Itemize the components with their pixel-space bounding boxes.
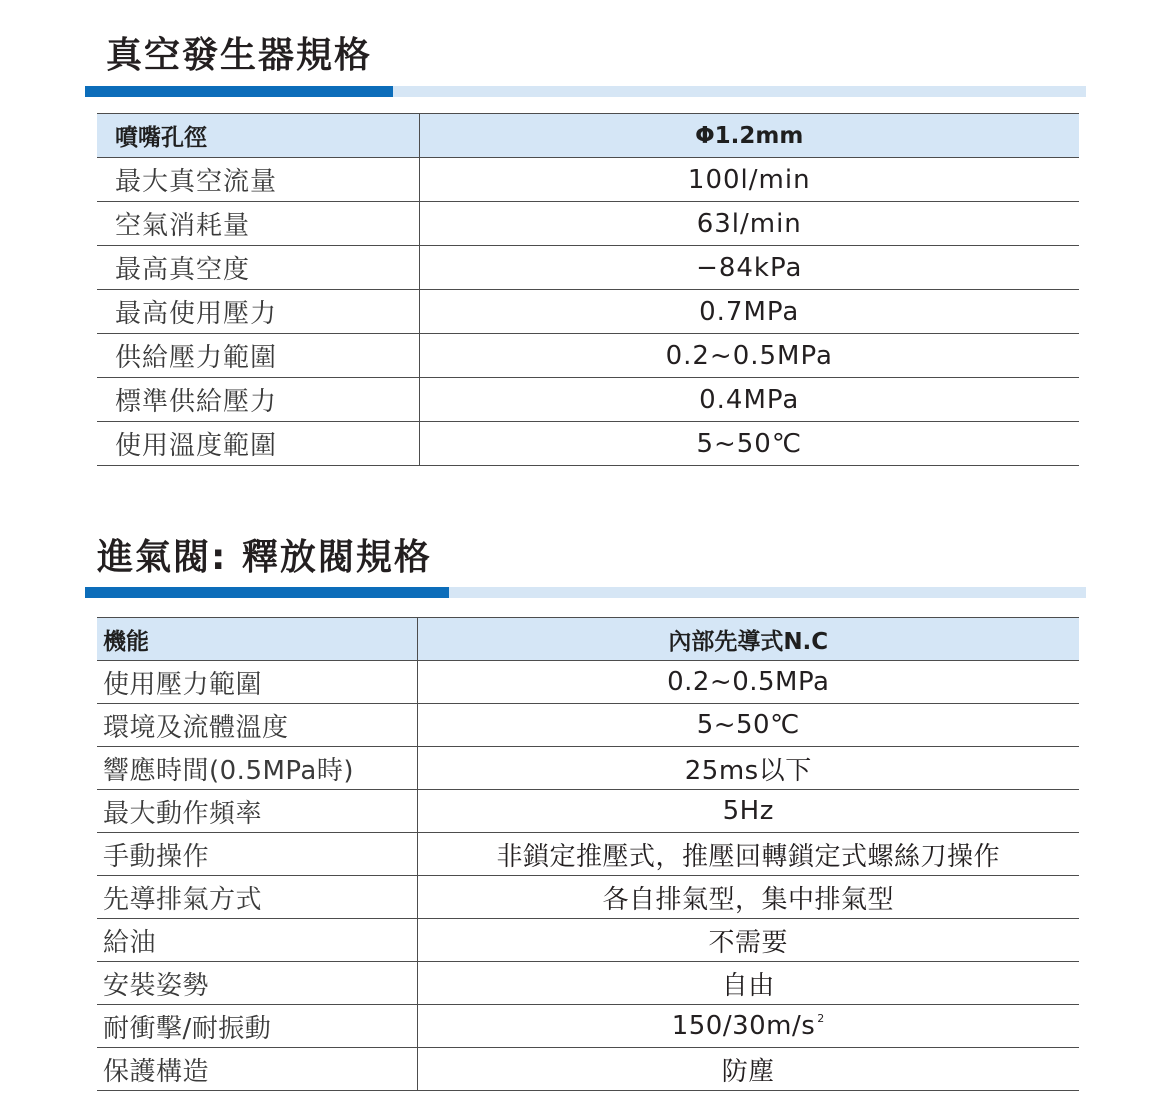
row-label: 供給壓力範圍 [97, 334, 419, 378]
table-row [97, 962, 1079, 1005]
row-value: 63l/min [419, 202, 1079, 246]
table-row [97, 334, 1079, 378]
table-row [97, 833, 1079, 876]
vacuum-generator-spec-table [97, 113, 1079, 466]
row-value: 25ms以下 [417, 747, 1079, 790]
row-value: 5Hz [417, 790, 1079, 833]
row-value: 5~50℃ [419, 422, 1079, 466]
table-row [97, 661, 1079, 704]
row-label: 手動操作 [97, 833, 417, 876]
row-label: 安裝姿勢 [97, 962, 417, 1005]
row-value: 非鎖定推壓式，推壓回轉鎖定式螺絲刀操作 [417, 833, 1079, 876]
row-value: 5~50℃ [417, 704, 1079, 747]
section-title-valve-spec: 進氣閥: 釋放閥規格 [97, 537, 432, 578]
row-label: 保護構造 [97, 1048, 417, 1091]
table-row [97, 747, 1079, 790]
row-value: 0.4MPa [419, 378, 1079, 422]
section-divider-accent [85, 86, 393, 97]
row-value [417, 1005, 1079, 1048]
row-label: 先導排氣方式 [97, 876, 417, 919]
row-value: 各自排氣型，集中排氣型 [417, 876, 1079, 919]
table-row [97, 1048, 1079, 1091]
row-value-text: 150/30m/s [671, 1011, 816, 1041]
table-row [97, 790, 1079, 833]
superscript-exponent: 2 [817, 1012, 825, 1025]
section-title-vacuum-generator: 真空發生器規格 [106, 35, 373, 76]
table-row [97, 290, 1079, 334]
table-row [97, 422, 1079, 466]
table-row [97, 202, 1079, 246]
table-row [97, 246, 1079, 290]
header-label: 噴嘴孔徑 [97, 114, 419, 158]
row-value: 不需要 [417, 919, 1079, 962]
row-label: 環境及流體溫度 [97, 704, 417, 747]
section-divider [85, 86, 1086, 97]
row-value: 0.2~0.5MPa [419, 334, 1079, 378]
table-row [97, 1005, 1079, 1048]
row-label: 標準供給壓力 [97, 378, 419, 422]
row-label: 耐衝擊/耐振動 [97, 1005, 417, 1048]
header-value: 內部先導式N.C [417, 618, 1079, 661]
row-value: 100l/min [419, 158, 1079, 202]
row-label: 使用壓力範圍 [97, 661, 417, 704]
row-label: 空氣消耗量 [97, 202, 419, 246]
table-header-row [97, 618, 1079, 661]
row-label: 使用溫度範圍 [97, 422, 419, 466]
table-header-row [97, 114, 1079, 158]
valve-spec-table [97, 617, 1079, 1091]
table-row [97, 378, 1079, 422]
row-value: −84kPa [419, 246, 1079, 290]
row-label: 最大動作頻率 [97, 790, 417, 833]
row-value: 自由 [417, 962, 1079, 1005]
row-label: 最高使用壓力 [97, 290, 419, 334]
row-label: 給油 [97, 919, 417, 962]
row-label: 最高真空度 [97, 246, 419, 290]
table-row [97, 876, 1079, 919]
table-row [97, 158, 1079, 202]
table-row [97, 919, 1079, 962]
row-label: 最大真空流量 [97, 158, 419, 202]
row-value: 防塵 [417, 1048, 1079, 1091]
table-row [97, 704, 1079, 747]
row-value: 0.7MPa [419, 290, 1079, 334]
section-divider [85, 587, 1086, 598]
section-divider-accent [85, 587, 449, 598]
row-value: 0.2~0.5MPa [417, 661, 1079, 704]
row-label: 響應時間(0.5MPa時) [97, 747, 417, 790]
header-value: Φ1.2mm [419, 114, 1079, 158]
header-label: 機能 [97, 618, 417, 661]
